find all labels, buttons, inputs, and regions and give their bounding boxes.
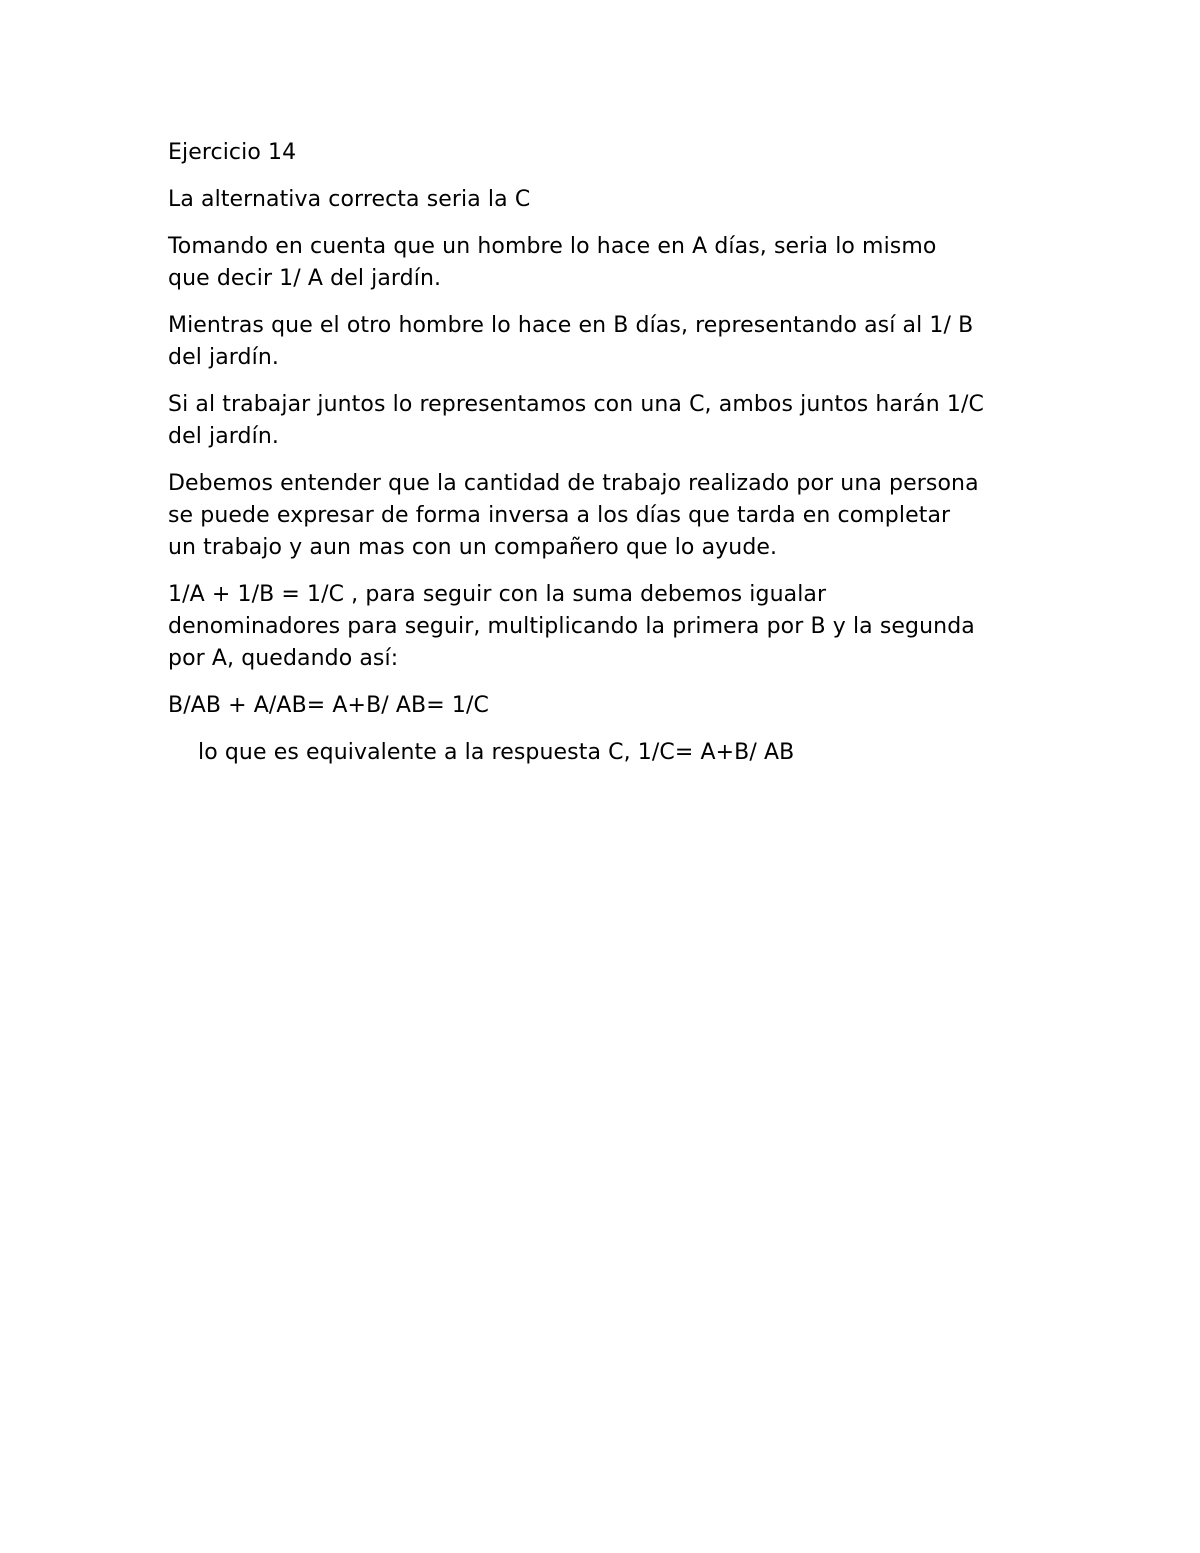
paragraph-line: Si al trabajar juntos lo representamos con una C, ambos juntos harán 1/C xyxy=(168,392,984,417)
paragraph-line: Tomando en cuenta que un hombre lo hace en A días, seria lo mismo xyxy=(168,234,937,259)
paragraph-answer xyxy=(168,184,1048,216)
document-body xyxy=(168,137,1048,784)
paragraph-line: 1/A + 1/B = 1/C , para seguir con la suma debemos igualar xyxy=(168,582,827,607)
paragraph-line: un trabajo y aun mas con un compañero que lo ayude. xyxy=(168,535,778,560)
paragraph-line: del jardín. xyxy=(168,345,279,370)
paragraph-line: Debemos entender que la cantidad de trabajo realizado por una persona xyxy=(168,471,979,496)
paragraph-line: que decir 1/ A del jardín. xyxy=(168,266,442,291)
paragraph-line: por A, quedando así: xyxy=(168,646,399,671)
equation-line: B/AB + A/AB= A+B/ AB= 1/C xyxy=(168,693,489,718)
paragraph-line: La alternativa correcta seria la C xyxy=(168,187,531,212)
paragraph-line: Mientras que el otro hombre lo hace en B días, representando así al 1/ B xyxy=(168,313,974,338)
paragraph-second-man xyxy=(168,310,1048,374)
conclusion-line: lo que es equivalente a la respuesta C, 1/C= A+B/ AB xyxy=(198,740,795,765)
paragraph-equation-setup xyxy=(168,579,1048,675)
paragraph-conclusion xyxy=(168,737,1048,769)
paragraph-line: del jardín. xyxy=(168,424,279,449)
paragraph-together xyxy=(168,389,1048,453)
paragraph-line: denominadores para seguir, multiplicando la primera por B y la segunda xyxy=(168,614,975,639)
paragraph-equation xyxy=(168,690,1048,722)
document-title xyxy=(168,137,1048,169)
paragraph-inverse-work xyxy=(168,468,1048,564)
paragraph-first-man xyxy=(168,231,1048,295)
title-line: Ejercicio 14 xyxy=(168,140,297,165)
paragraph-line: se puede expresar de forma inversa a los días que tarda en completar xyxy=(168,503,951,528)
